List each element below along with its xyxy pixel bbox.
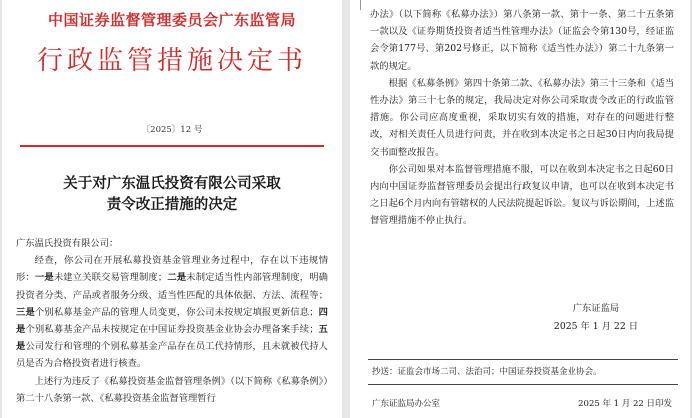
doc-type-title: 行政监管措施决定书 — [36, 46, 307, 76]
decision-paragraph: 根据《私募条例》第四十条第二款、《私募办法》第三十三条和《适当性办法》第三十七条的规定，我局决定对你公司采取责令改正的行政监管措施。你公司应高度重视，采取切实有效的措施，对存在的问题进行整改，对相关责任人员进行问责，并在收到本决定书之日起30日内向我局提交书面整改报告。 — [370, 77, 674, 158]
cc-top-rule — [368, 359, 678, 360]
appeal-paragraph: 你公司如果对本监督管理措施不服，可以在收到本决定书之日起60日内向中国证券监督管理委员会提出行政复议申请，也可以在收到本决定书之日起6个月内向有管辖权的人民法院提起诉讼。复议与诉讼期间，上述监督管理措施不停止执行。 — [370, 163, 674, 227]
violation-paragraph: 上述行为违反了《私募投资基金监督管理条例》（以下简称《私募条例》）第二十八条第一款、《私募投资基金监督管理暂行 — [16, 375, 328, 404]
signature-block — [554, 300, 638, 336]
point-5-text: 公司发行和管理的个别私募基金产品存在员工代持情形，且未就被代持人员是否为合格投资者进行核查。 — [16, 341, 328, 370]
doc-number: 〔2025〕12 号 — [141, 125, 203, 135]
heading-line-1: 关于对广东温氏投资有限公司采取 — [63, 175, 281, 192]
cc-bottom-rule — [368, 384, 678, 385]
point-3-text: 个别私募基金产品的管理人员变更，你公司未按规定填报更新信息； — [34, 306, 319, 318]
doc-heading — [16, 173, 328, 215]
footer-office: 广东证监局办公室 — [372, 399, 441, 409]
point-2-text: 未制定适当性内部管理制度，明确投资者分类、产品或者服务分级、适当性匹配的具体依据、方法、流程等； — [16, 272, 328, 301]
findings-paragraph — [16, 252, 328, 372]
red-divider — [20, 145, 324, 147]
footer-date: 2025 年 1 月 22 日印发 — [578, 399, 672, 409]
heading-line-2: 责令改正措施的决定 — [106, 196, 238, 213]
cc-line: 抄送：证监会市场二司、法治司；中国证券投资基金业协会。 — [372, 367, 602, 377]
signatory: 广东证监局 — [572, 303, 620, 314]
right-page — [350, 0, 690, 418]
findings-intro: 经查，你公司在开展私募投资基金管理业务过程中，存在以下违规情形： — [16, 255, 328, 284]
point-2-label: 二是 — [167, 272, 187, 284]
violation-paragraph-cont: 办法》（以下简称《私募办法》）第八条第一款、第十一条、第二十五条第一款以及《证券期货投资者适当性管理办法》（证监会令第130号，经证监会令第177号、第202号修正，以下简称《适当性办法》）第二十九条第一款的规定。 — [370, 9, 674, 72]
margin-mark — [360, 0, 361, 10]
right-body-text — [370, 6, 674, 230]
point-1-label: 一是 — [34, 272, 54, 284]
left-body-text — [16, 235, 328, 407]
sign-date: 2025 年 1 月 22 日 — [553, 321, 638, 332]
point-5-label: 五是 — [16, 324, 328, 353]
addressee: 广东温氏投资有限公司： — [16, 238, 119, 249]
point-3-label: 三是 — [16, 306, 35, 318]
left-page — [2, 0, 342, 418]
point-4-text: 个别私募基金产品未按规定在中国证券投资基金业协会办理备案手续； — [25, 324, 319, 336]
point-1-text: 未建立关联交易管理制度； — [53, 272, 168, 284]
issuer-header: 中国证券监督管理委员会广东监管局 — [47, 11, 296, 29]
point-4-label: 四是 — [16, 306, 328, 336]
